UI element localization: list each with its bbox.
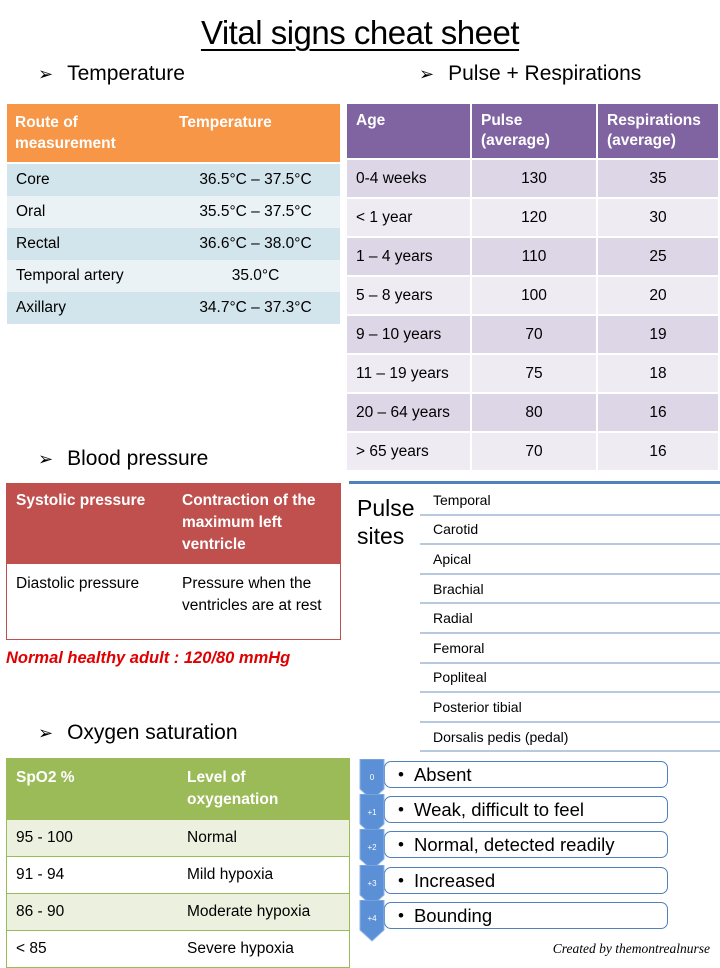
table-cell: 35 [597, 159, 719, 198]
arrow-bullet-icon: ➢ [38, 448, 54, 469]
table-cell: 70 [471, 315, 597, 354]
table-row [7, 931, 350, 968]
table-row [347, 276, 719, 315]
section-blood-pressure [38, 447, 208, 471]
table-cell: 110 [471, 237, 597, 276]
temperature-table [7, 104, 340, 324]
table-header-row [347, 104, 719, 159]
table-cell: 30 [597, 198, 719, 237]
table-cell: 35.0°C [171, 260, 340, 292]
pulse-scale-label: Weak, difficult to feel [413, 798, 584, 820]
table-cell: 120 [471, 198, 597, 237]
table-cell: 0-4 weeks [347, 159, 471, 198]
pulse-scale-grade: +4 [367, 914, 377, 923]
pulse-scale-item [358, 902, 670, 931]
table-cell: Core [7, 163, 171, 196]
table-row [347, 198, 719, 237]
table-row [347, 393, 719, 432]
table-row [7, 820, 350, 857]
table-cell: 19 [597, 315, 719, 354]
table-cell: < 85 [7, 931, 179, 968]
table-cell: 100 [471, 276, 597, 315]
pulse-scale-item [358, 831, 670, 860]
table-row [347, 354, 719, 393]
list-item: Dorsalis pedis (pedal) [420, 723, 720, 753]
table-row [347, 432, 719, 471]
table-cell: 95 - 100 [7, 820, 179, 857]
column-header: Age [347, 104, 471, 159]
pulse-scale-item [358, 867, 670, 896]
pulse-scale-box [384, 761, 668, 788]
table-cell: Temporal artery [7, 260, 171, 292]
table-row [7, 564, 341, 640]
pulse-scale-grade: 0 [369, 773, 375, 782]
list-item: Femoral [420, 634, 720, 664]
table-cell: 36.5°C – 37.5°C [171, 163, 340, 196]
column-header: SpO2 % [7, 759, 179, 820]
table-row [7, 857, 350, 894]
section-pulse-respirations [419, 62, 641, 86]
column-header: Level of oxygenation [178, 759, 350, 820]
list-item: Temporal [420, 486, 720, 516]
pulse-scale-label: Normal, detected readily [413, 833, 615, 855]
table-cell: 16 [597, 393, 719, 432]
table-cell: Rectal [7, 228, 171, 260]
table-cell: 9 – 10 years [347, 315, 471, 354]
table-cell: 20 [597, 276, 719, 315]
table-cell: 16 [597, 432, 719, 471]
chevron-down-icon [358, 900, 386, 942]
pulse-sites-title [357, 494, 415, 550]
pulse-sites-title-line: sites [357, 523, 405, 549]
table-cell: 86 - 90 [7, 894, 179, 931]
table-cell: Systolic pressure [7, 484, 174, 565]
pulse-scale-label: Bounding [413, 904, 493, 926]
table-cell: 34.7°C – 37.3°C [171, 292, 340, 324]
section-oxygen-saturation [38, 721, 238, 745]
table-cell: Axillary [7, 292, 171, 324]
pulse-scale-grade: +1 [367, 808, 377, 817]
pulse-sites-divider [349, 481, 720, 484]
list-item: Carotid [420, 516, 720, 546]
table-cell: Severe hypoxia [178, 931, 350, 968]
table-cell: 80 [471, 393, 597, 432]
column-header: Respirations (average) [597, 104, 719, 159]
table-cell: 5 – 8 years [347, 276, 471, 315]
table-row [347, 237, 719, 276]
table-row [7, 163, 340, 196]
pulse-sites-list [420, 486, 720, 752]
table-row [347, 315, 719, 354]
table-cell: Normal [178, 820, 350, 857]
credit-text: Created by themontrealnurse [552, 941, 710, 956]
pulse-scale-box [384, 902, 668, 929]
pulse-scale-box [384, 867, 668, 894]
table-cell: 75 [471, 354, 597, 393]
list-item: Apical [420, 545, 720, 575]
arrow-bullet-icon: ➢ [38, 63, 54, 84]
bullet-icon: • [398, 870, 404, 890]
arrow-bullet-icon: ➢ [38, 722, 54, 743]
page-title: Vital signs cheat sheet [200, 14, 520, 51]
bullet-icon: • [398, 764, 404, 784]
section-oxygen-saturation-label: Oxygen saturation [67, 721, 238, 744]
pulse-scale-box [384, 796, 668, 823]
pulse-scale-grade: +2 [367, 843, 377, 852]
table-cell: Oral [7, 196, 171, 228]
table-row [347, 159, 719, 198]
table-header-row [7, 104, 340, 163]
table-cell: 91 - 94 [7, 857, 179, 894]
table-cell: Diastolic pressure [7, 564, 174, 640]
pulse-scale-item [358, 761, 670, 790]
table-cell: Mild hypoxia [178, 857, 350, 894]
table-cell: 25 [597, 237, 719, 276]
table-cell: 20 – 64 years [347, 393, 471, 432]
list-item: Posterior tibial [420, 693, 720, 723]
list-item: Radial [420, 604, 720, 634]
table-cell: 18 [597, 354, 719, 393]
section-temperature-label: Temperature [67, 62, 185, 85]
pulse-scale-label: Absent [413, 763, 472, 785]
pulse-scale-label: Increased [413, 869, 496, 891]
arrow-bullet-icon: ➢ [419, 63, 435, 84]
table-row [7, 260, 340, 292]
table-cell: 35.5°C – 37.5°C [171, 196, 340, 228]
bullet-icon: • [398, 834, 404, 854]
list-item: Brachial [420, 575, 720, 605]
section-temperature [38, 62, 185, 86]
pulse-scale-grade: +3 [367, 879, 377, 888]
table-row [7, 292, 340, 324]
column-header: Pulse (average) [471, 104, 597, 159]
table-header-row [7, 759, 350, 820]
pulse-scale-item [358, 796, 670, 825]
normal-bp-note: Normal healthy adult : 120/80 mmHg [6, 649, 291, 667]
table-row [7, 484, 341, 565]
table-cell: 70 [471, 432, 597, 471]
table-row [7, 196, 340, 228]
bullet-icon: • [398, 799, 404, 819]
table-cell: > 65 years [347, 432, 471, 471]
table-row [7, 228, 340, 260]
table-cell: 130 [471, 159, 597, 198]
section-pulse-respirations-label: Pulse + Respirations [448, 62, 642, 85]
list-item: Popliteal [420, 664, 720, 694]
column-header: Route of measurement [7, 104, 171, 163]
blood-pressure-table [6, 483, 341, 640]
section-blood-pressure-label: Blood pressure [67, 447, 209, 470]
table-cell: 1 – 4 years [347, 237, 471, 276]
bullet-icon: • [398, 905, 404, 925]
table-cell: 36.6°C – 38.0°C [171, 228, 340, 260]
table-cell: < 1 year [347, 198, 471, 237]
column-header: Temperature [171, 104, 340, 163]
pulse-scale-box [384, 831, 668, 858]
table-cell: Moderate hypoxia [178, 894, 350, 931]
oxygen-saturation-table [6, 758, 350, 968]
table-cell: 11 – 19 years [347, 354, 471, 393]
pulse-sites-title-line: Pulse [357, 495, 415, 521]
pulse-respirations-table [347, 104, 720, 472]
table-cell: Pressure when the ventricles are at rest [173, 564, 341, 640]
table-cell: Contraction of the maximum left ventricle [173, 484, 341, 565]
table-row [7, 894, 350, 931]
